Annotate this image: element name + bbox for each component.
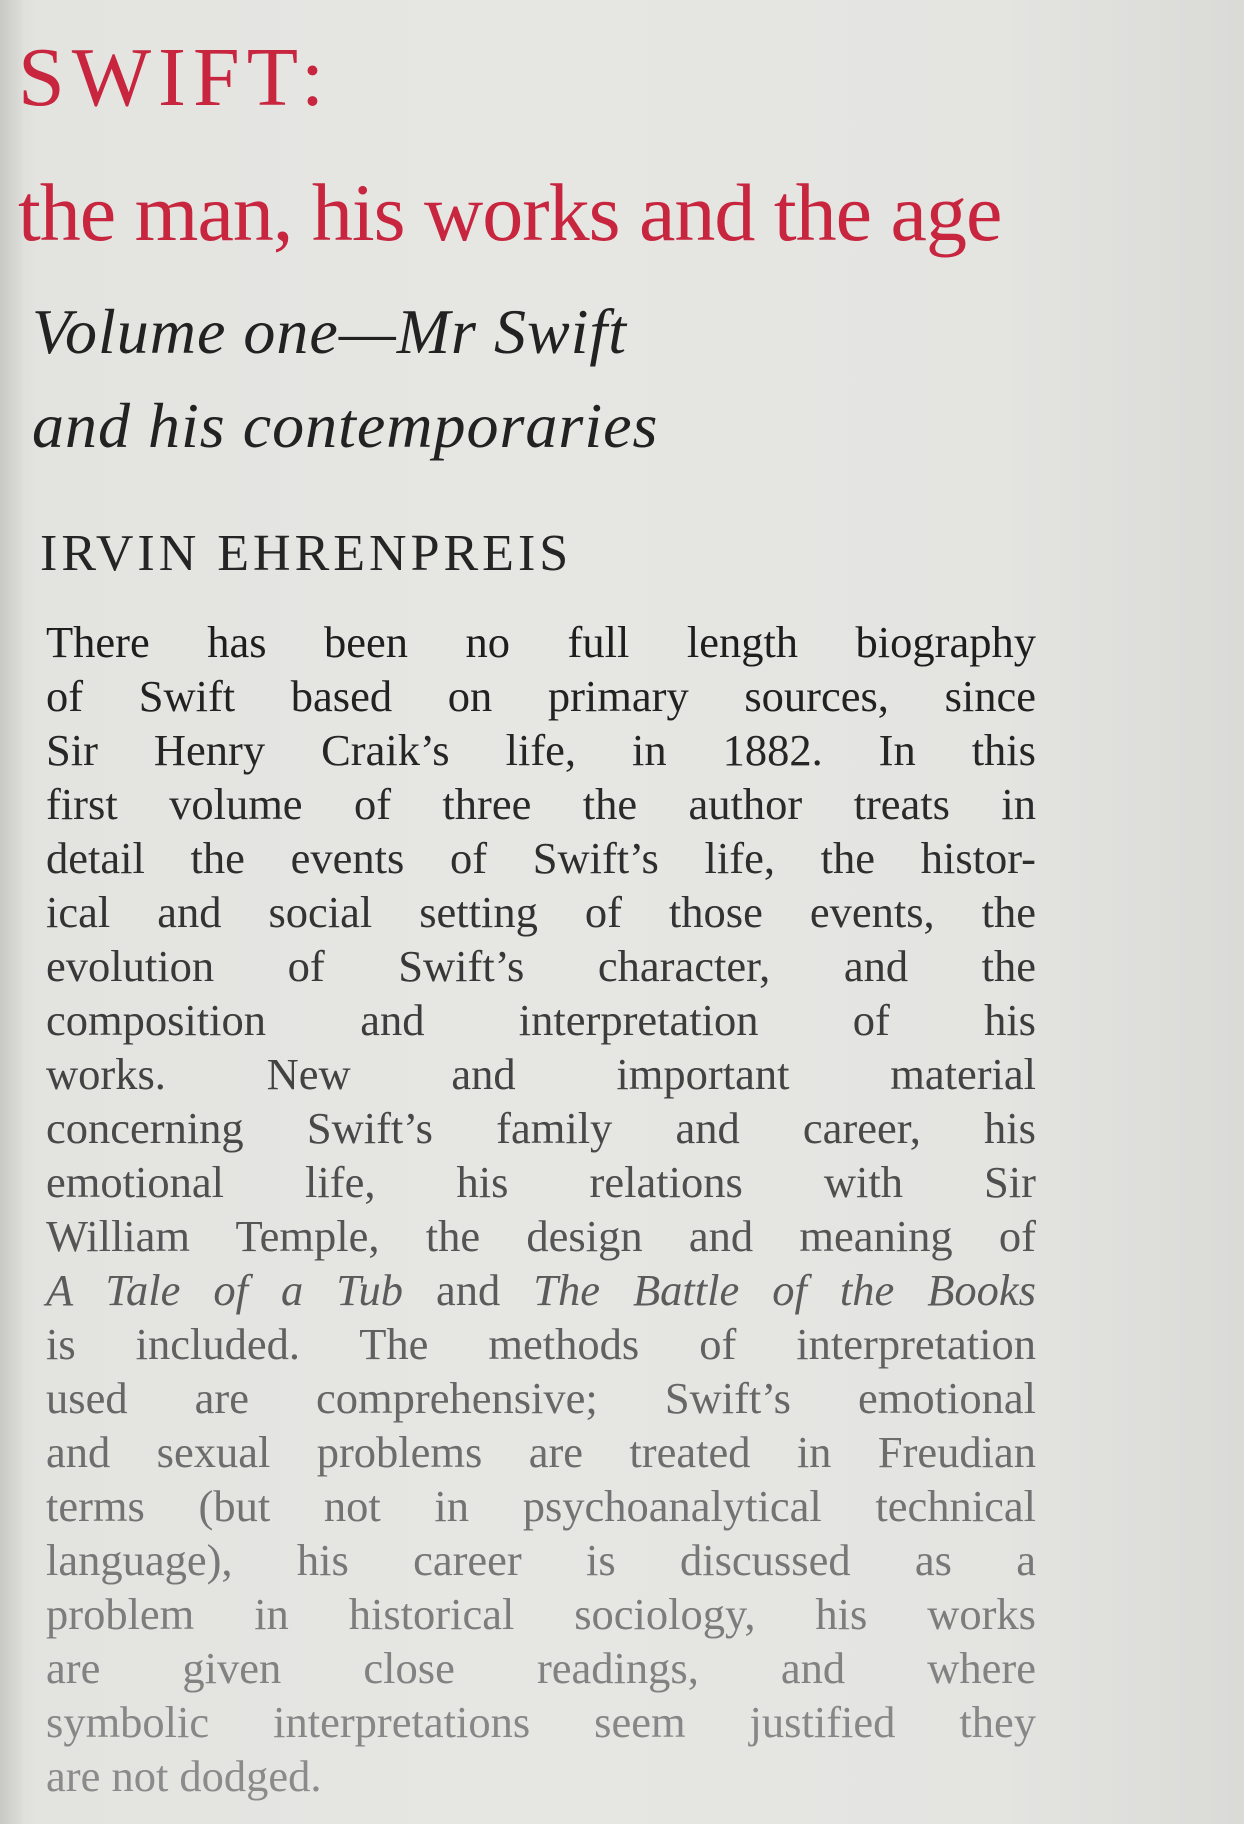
blurb-line: detail the events of Swift’s life, the histor- (46, 833, 1036, 883)
blurb-line: Sir Henry Craik’s life, in 1882. In this (46, 725, 1036, 775)
author-name: IRVIN EHRENPREIS (40, 525, 573, 582)
blurb-line: used are comprehensive; Swift’s emotional (46, 1373, 1036, 1423)
volume-title-line-2: and his contemporaries (32, 390, 659, 461)
blurb-line-last: are not dodged. (46, 1751, 322, 1801)
blurb-line: terms (but not in psychoanalytical technical (46, 1481, 1036, 1531)
blurb-line: William Temple, the design and meaning of (46, 1211, 1036, 1261)
book-title-battle-of-the-books: The Battle of the Books (533, 1265, 1036, 1315)
blurb-line: are given close readings, and where (46, 1643, 1036, 1693)
book-title-tale-of-a-tub: A Tale of a Tub (46, 1265, 404, 1315)
dust-jacket-flap (18, 0, 1244, 1824)
volume-title-line-1: Volume one—Mr Swift (32, 296, 627, 367)
blurb-line: emotional life, his relations with Sir (46, 1157, 1036, 1207)
blurb-line: problem in historical sociology, his works (46, 1589, 1036, 1639)
book-subtitle: the man, his works and the age (18, 167, 1002, 258)
blurb-conjunction: and (403, 1265, 534, 1315)
blurb-line: of Swift based on primary sources, since (46, 671, 1036, 721)
blurb-line: evolution of Swift’s character, and the (46, 941, 1036, 991)
blurb-line: first volume of three the author treats in (46, 779, 1036, 829)
blurb-line-italic-titles (46, 1265, 1036, 1315)
book-title: SWIFT: (18, 31, 332, 124)
blurb-line: composition and interpretation of his (46, 995, 1036, 1045)
blurb-line: works. New and important material (46, 1049, 1036, 1099)
blurb-line: is included. The methods of interpretation (46, 1319, 1036, 1369)
blurb-line: There has been no full length biography (46, 617, 1036, 667)
blurb-line: symbolic interpretations seem justified they (46, 1697, 1036, 1747)
blurb-line: ical and social setting of those events, the (46, 887, 1036, 937)
blurb-line: language), his career is discussed as a (46, 1535, 1036, 1585)
blurb-line: concerning Swift’s family and career, his (46, 1103, 1036, 1153)
blurb-line: and sexual problems are treated in Freudian (46, 1427, 1036, 1477)
